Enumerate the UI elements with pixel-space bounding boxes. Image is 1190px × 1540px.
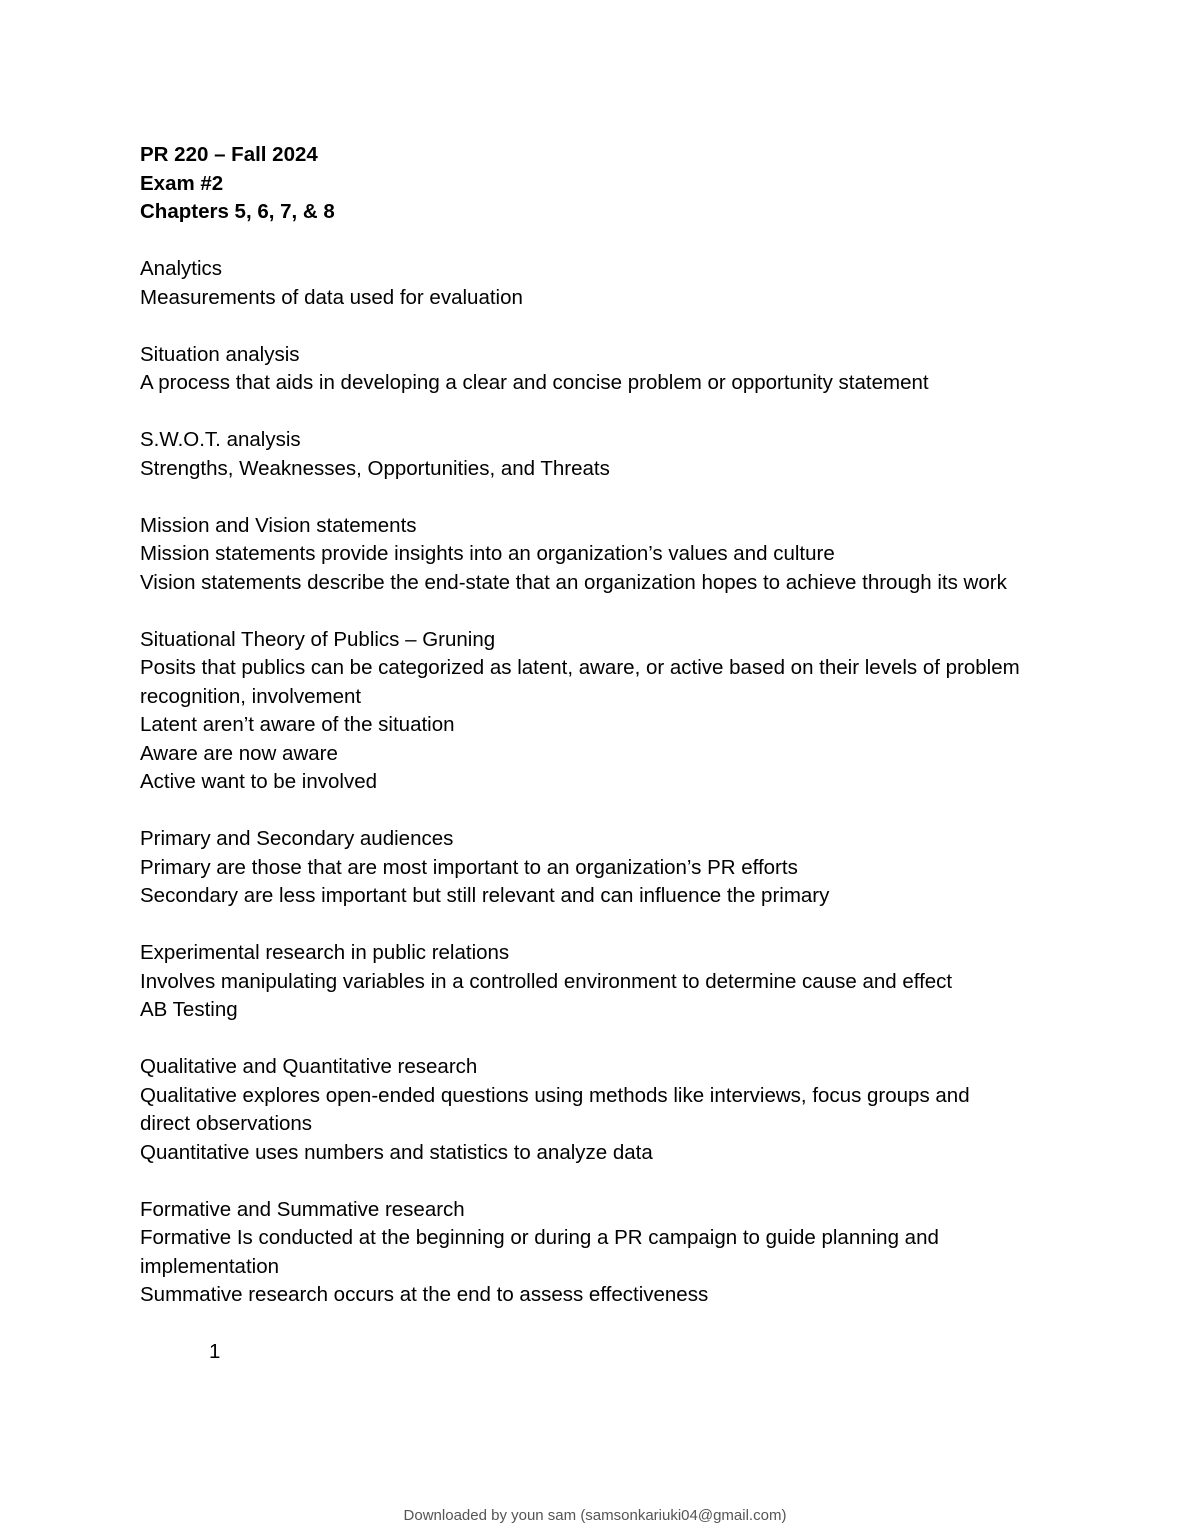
spacer <box>140 911 1020 940</box>
section-line: Mission statements provide insights into an organization’s values and culture <box>140 542 835 565</box>
section-line: Quantitative uses numbers and statistics to analyze data <box>140 1140 653 1164</box>
spacer <box>140 398 1020 427</box>
section-title: Situation analysis <box>140 342 300 366</box>
course-title: PR 220 – Fall 2024 <box>140 143 318 166</box>
section-title: Formative and Summative research <box>140 1197 465 1221</box>
section-title: S.W.O.T. analysis <box>140 428 301 451</box>
section-title: Experimental research in public relations <box>140 941 510 964</box>
spacer <box>140 1167 1020 1196</box>
page-number: 1 <box>209 1340 221 1363</box>
section-line: Measurements of data used for evaluation <box>140 285 523 309</box>
section-line: Active want to be involved <box>140 770 378 793</box>
section-title: Analytics <box>140 257 223 280</box>
spacer <box>140 1025 1020 1054</box>
chapters-title: Chapters 5, 6, 7, & 8 <box>140 200 335 223</box>
section-line: Posits that publics can be categorized as latent, aware, or active based on their levels of problem recognition, involvement <box>140 656 1026 708</box>
document-body <box>140 141 1026 1310</box>
spacer <box>140 797 1020 826</box>
section-line: AB Testing <box>140 998 238 1021</box>
spacer <box>140 597 1020 626</box>
download-footer: Downloaded by youn sam (samsonkariuki04@gmail.com) <box>403 1507 787 1524</box>
section-line: Qualitative explores open-ended questions using methods like interviews, focus groups and direct observations <box>140 1083 976 1135</box>
exam-title: Exam #2 <box>140 171 224 195</box>
section-line: Formative Is conducted at the beginning or during a PR campaign to guide planning and implementation <box>140 1226 945 1278</box>
section-title: Qualitative and Quantitative research <box>140 1055 478 1078</box>
section-line: Secondary are less important but still relevant and can influence the primary <box>140 884 830 907</box>
spacer <box>140 227 1020 256</box>
section-line: Primary are those that are most important to an organization’s PR efforts <box>140 855 798 879</box>
section-line: Aware are now aware <box>140 741 338 765</box>
spacer <box>140 483 1020 512</box>
section-title: Mission and Vision statements <box>140 513 417 537</box>
section-line: Involves manipulating variables in a controlled environment to determine cause and effect <box>140 969 953 993</box>
spacer <box>140 312 1020 341</box>
section-title: Primary and Secondary audiences <box>140 827 454 850</box>
section-title: Situational Theory of Publics – Gruning <box>140 627 496 651</box>
section-line: Summative research occurs at the end to assess effectiveness <box>140 1283 709 1306</box>
section-line: Latent aren’t aware of the situation <box>140 713 455 736</box>
section-line: A process that aids in developing a clear and concise problem or opportunity statement <box>140 371 929 394</box>
section-line: Vision statements describe the end-state that an organization hopes to achieve through its work <box>140 570 1007 594</box>
section-line: Strengths, Weaknesses, Opportunities, and Threats <box>140 456 610 480</box>
